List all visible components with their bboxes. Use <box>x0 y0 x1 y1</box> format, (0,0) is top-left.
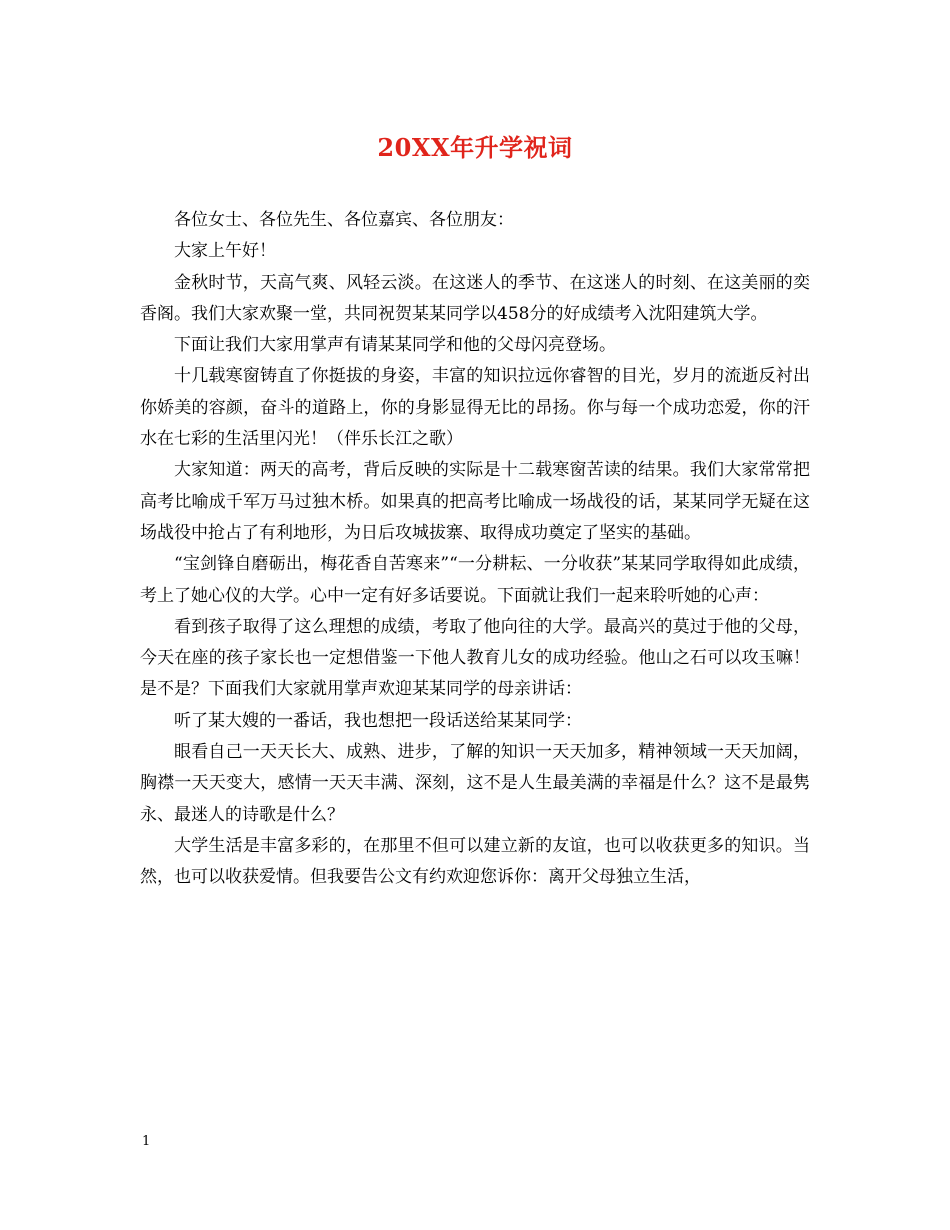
document-body <box>140 205 810 894</box>
paragraph-college-exam: 大家知道：两天的高考，背后反映的实际是十二载寒窗苦读的结果。我们大家常常把高考比喻成千军万马过独木桥。如果真的把高考比喻成一场战役的话，某某同学无疑在这场战役中抢占了有利地形，为日后攻城拔寨、取得成功奠定了坚实的基础。 <box>140 460 810 543</box>
paragraph-growing-up: 眼看自己一天天长大、成熟、进步，了解的知识一天天加多，精神领域一天天加阔，胸襟一天天变大，感情一天天丰满、深刻，这不是人生最美满的幸福是什么？这不是最隽永、最迷人的诗歌是什么？ <box>140 742 810 825</box>
document-title: 20XX年升学祝词 <box>377 133 573 162</box>
paragraph-university-life: 大学生活是丰富多彩的，在那里不但可以建立新的友谊，也可以收获更多的知识。当然，也可以收获爱情。但我要告公文有约欢迎您诉你：离开父母独立生活， <box>140 835 810 888</box>
paragraph-years-of-study: 十几载寒窗铸直了你挺拔的身姿，丰富的知识拉远你睿智的目光，岁月的流逝反衬出你娇美的容颜，奋斗的道路上，你的身影显得无比的昂扬。你与每一个成功恋爱，你的汗水在七彩的生活里闪光！（伴乐长江之歌） <box>140 366 810 450</box>
paragraph-good-morning: 大家上午好！ <box>174 241 276 262</box>
paragraph-message-intro: 听了某大嫂的一番话，我也想把一段话送给某某同学： <box>174 710 582 731</box>
paragraph-invite-applause: 下面让我们大家用掌声有请某某同学和他的父母闪亮登场。 <box>174 335 616 356</box>
paragraph-student-speech-intro: “宝剑锋自磨砺出，梅花香自苦寒来”“一分耕耘、一分收获”某某同学取得如此成绩，考上了她心仪的大学。心中一定有好多话要说。下面就让我们一起来聆听她的心声： <box>140 554 810 606</box>
paragraph-parents: 看到孩子取得了这么理想的成绩，考取了他向往的大学。最高兴的莫过于他的父母，今天在座的孩子家长也一定想借鉴一下他人教育儿女的成功经验。他山之石可以攻玉嘛！是不是？下面我们大家就用掌声欢迎某某同学的母亲讲话： <box>140 616 810 700</box>
page-number: 1 <box>142 1134 151 1149</box>
paragraph-autumn-gathering: 金秋时节，天高气爽、风轻云淡。在这迷人的季节、在这迷人的时刻、在这美丽的奕香阁。我们大家欢聚一堂，共同祝贺某某同学以458分的好成绩考入沈阳建筑大学。 <box>140 272 810 324</box>
paragraph-greeting: 各位女士、各位先生、各位嘉宾、各位朋友： <box>174 210 514 230</box>
